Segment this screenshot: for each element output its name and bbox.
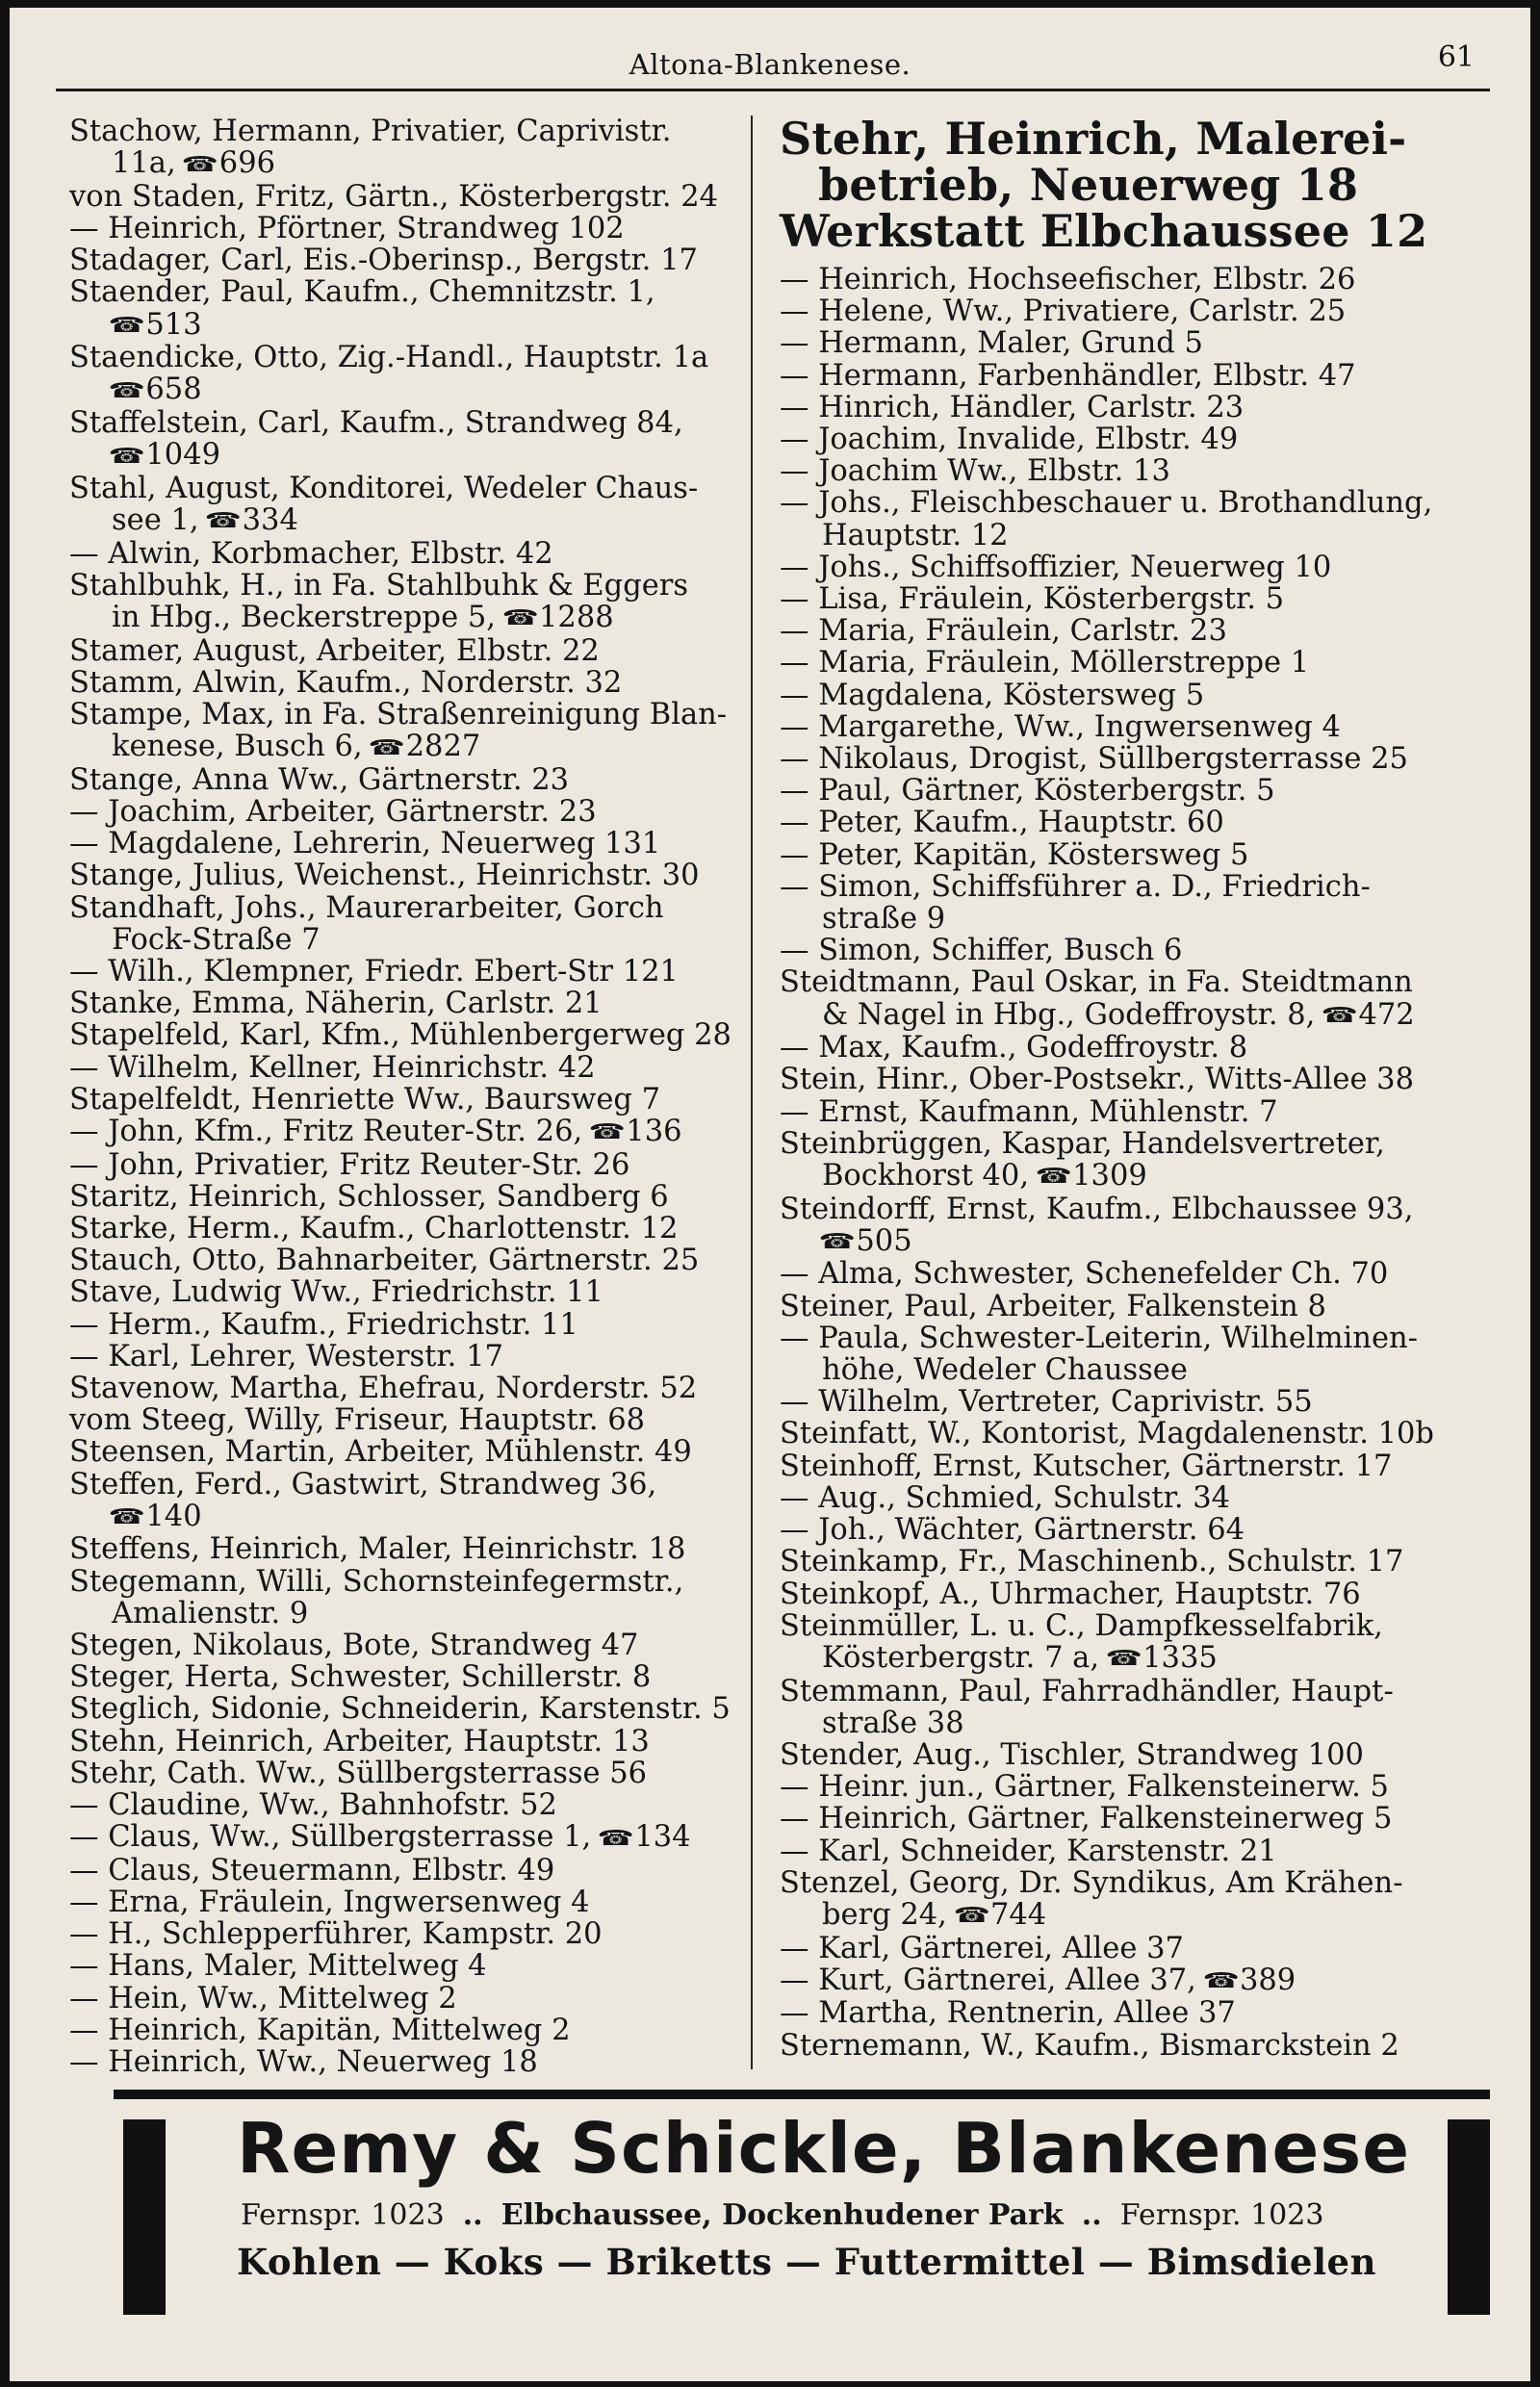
directory-entry [69,988,743,1019]
directory-entry [69,1116,743,1149]
directory-entry [780,360,1502,392]
directory-entry [69,407,743,473]
entry-text: — Heinrich, Gärtner, Falkensteinerweg 5 [780,1802,1393,1836]
directory-entry [780,264,1502,295]
directory-entry [69,1181,743,1213]
entry-continuation: in Hbg., Beckerstreppe 5, ☎1288 [112,601,614,634]
directory-entry [69,1084,743,1116]
entry-text: Steidtmann, Paul Oskar, in Fa. Steidtmann [780,965,1413,1000]
entry-text: — Johs., Fleischbeschauer u. Brothandlung, [780,486,1433,521]
directory-entry [780,775,1502,807]
entry-text: Starke, Herm., Kaufm., Charlottenstr. 12 [69,1212,679,1246]
directory-entry [780,1676,1502,1739]
entry-text: — Wilhelm, Kellner, Heinrichstr. 42 [69,1050,596,1085]
directory-entry [780,743,1502,775]
directory-entry [69,244,743,276]
entry-continuation: ☎513 [108,307,202,342]
entry-text: — Magdalena, Köstersweg 5 [780,678,1205,712]
directory-entry [69,1693,743,1725]
entry-continuation: Amalienstr. 9 [112,1596,309,1630]
directory-entry [780,1418,1502,1450]
entry-continuation: berg 24, ☎744 [822,1897,1047,1932]
directory-entry [780,1450,1502,1482]
left-column [69,116,743,2078]
phone-icon: ☎ [953,1904,990,1929]
directory-entry [69,1855,743,1886]
entry-text: — John, Privatier, Fritz Reuter-Str. 26 [69,1147,630,1182]
ad-contact-line [241,2198,1415,2232]
directory-entry [69,1918,743,1950]
directory-entry [780,1096,1502,1128]
directory-entry [780,1546,1502,1578]
directory-page [10,8,1530,2381]
entry-text: Staritz, Heinrich, Schlosser, Sandberg 6 [69,1179,669,1214]
phone-icon: ☎ [501,606,539,631]
directory-entry [780,1933,1502,1964]
entry-text: Steffens, Heinrich, Maler, Heinrichstr. 18 [69,1532,686,1567]
directory-entry [69,1149,743,1181]
entry-text: Stanke, Emma, Näherin, Carlstr. 21 [69,987,603,1021]
directory-entry [780,1835,1502,1867]
featured-line-1: Stehr, Heinrich, Malerei- [780,113,1407,165]
entry-text: Stapelfeld, Karl, Kfm., Mühlenbergerweg 28 [69,1018,732,1053]
entry-text: — Hermann, Maler, Grund 5 [780,326,1203,361]
entry-text: Stampe, Max, in Fa. Straßenreinigung Blan- [69,698,728,732]
entry-text: — Heinrich, Pförtner, Strandweg 102 [69,212,625,245]
directory-entry [69,699,743,764]
entry-continuation: ☎140 [108,1499,202,1533]
directory-entry [69,213,743,244]
entry-text: Stavenow, Martha, Ehefrau, Norderstr. 52 [69,1372,698,1406]
entry-text: — Hinrich, Händler, Carlstr. 23 [780,390,1245,424]
entry-text: — John, Kfm., Fritz Reuter-Str. 26, ☎136 [69,1115,682,1149]
entry-text: Stegen, Nikolaus, Bote, Strandweg 47 [69,1629,639,1663]
page-title: Altona-Blankenese. [629,48,911,81]
directory-entry [780,839,1502,871]
entry-text: Stender, Aug., Tischler, Strandweg 100 [780,1737,1364,1772]
entry-text: Staendicke, Otto, Zig.-Handl., Hauptstr. 1a [69,341,709,375]
directory-entry [69,1309,743,1341]
entry-text: Stemmann, Paul, Fahrradhändler, Haupt- [780,1674,1394,1708]
entry-text: — Magdalene, Lehrerin, Neuerweg 131 [69,827,661,861]
directory-entry [780,1194,1502,1259]
entry-text: Sternemann, W., Kaufm., Bismarckstein 2 [780,2028,1399,2063]
entry-continuation: kenese, Busch 6, ☎2827 [112,730,481,764]
entry-text: — Johs., Schiffsoffizier, Neuerweg 10 [780,550,1332,584]
entry-text: — Maria, Fräulein, Carlstr. 23 [780,614,1227,649]
entry-continuation: Fock-Straße 7 [112,922,321,957]
directory-entry [69,1630,743,1661]
directory-entry [780,935,1502,966]
entry-text: Steinbrüggen, Kaspar, Handelsvertreter, [780,1126,1385,1161]
directory-entry [69,956,743,988]
entry-text: — Maria, Fräulein, Möllerstreppe 1 [780,646,1310,680]
directory-entry [780,1128,1502,1194]
right-column [780,113,1502,2063]
directory-entry [780,1578,1502,1610]
entry-text: vom Steeg, Willy, Friseur, Hauptstr. 68 [69,1403,646,1438]
entry-text: Steglich, Sidonie, Schneiderin, Karstenstr. 5 [69,1692,731,1727]
column-separator [751,116,753,2069]
entry-text: — Heinrich, Kapitän, Mittelweg 2 [69,2013,571,2047]
entry-continuation: 11a, ☎696 [112,146,276,181]
entry-text: Stauch, Otto, Bahnarbeiter, Gärtnerstr. 25 [69,1244,700,1278]
directory-entry [69,1052,743,1084]
directory-entry [780,583,1502,615]
entry-text: Steger, Herta, Schwester, Schillerstr. 8 [69,1660,652,1695]
ad-company-name: Remy & Schickle, Blankenese [237,2108,1411,2189]
entry-text: — Helene, Ww., Privatiere, Carlstr. 25 [780,295,1347,329]
directory-entry [780,552,1502,583]
entry-text: — Paula, Schwester-Leiterin, Wilhelminen- [780,1321,1418,1355]
entry-text: — Martha, Rentnerin, Allee 37 [780,1996,1236,2031]
directory-entry [780,647,1502,679]
entry-text: — Hermann, Farbenhändler, Elbstr. 47 [780,358,1356,393]
entry-text: — Simon, Schiffsführer a. D., Friedrich- [780,869,1371,904]
directory-entry [69,116,743,181]
directory-entry [780,1032,1502,1064]
entry-text: — Margarethe, Ww., Ingwersenweg 4 [780,709,1341,744]
entry-continuation: Bockhorst 40, ☎1309 [822,1159,1147,1194]
entry-text: — Peter, Kaufm., Hauptstr. 60 [780,806,1224,840]
directory-entry [69,2046,743,2078]
directory-entry [780,327,1502,359]
entry-text: — Simon, Schiffer, Busch 6 [780,934,1183,968]
entry-continuation: straße 9 [822,902,946,937]
directory-entry [69,1341,743,1373]
directory-entry [69,342,743,407]
entry-text: Stegemann, Willi, Schornsteinfegermstr., [69,1564,684,1599]
entry-continuation: ☎658 [108,372,202,407]
entry-text: — H., Schlepperführer, Kampstr. 20 [69,1917,603,1952]
directory-entry [69,1373,743,1404]
entry-text: — Max, Kaufm., Godeffroystr. 8 [780,1031,1248,1065]
directory-entry [69,1950,743,1982]
directory-entry [780,2030,1502,2062]
ad-products: Kohlen — Koks — Briketts — Futtermittel — Bimsdielen [237,2241,1376,2283]
entry-text: — Joachim, Arbeiter, Gärtnerstr. 23 [69,795,597,829]
phone-icon: ☎ [1202,1969,1240,1994]
entry-text: Steffen, Ferd., Gastwirt, Strandweg 36, [69,1467,657,1502]
directory-entry [69,1726,743,1758]
directory-entry [69,1245,743,1276]
directory-entry [780,711,1502,743]
entry-text: — Erna, Fräulein, Ingwersenweg 4 [69,1886,590,1920]
entry-text: — Hein, Ww., Mittelweg 2 [69,1981,457,2015]
directory-entry [780,1997,1502,2029]
phone-icon: ☎ [181,152,219,177]
ad-separator-2: .. [1081,2198,1102,2232]
directory-entry [69,1789,743,1821]
directory-entry [69,1213,743,1245]
ad-address: Elbchaussee, Dockenhudener Park [500,2198,1064,2232]
directory-entry [780,1482,1502,1514]
directory-entry [780,1064,1502,1095]
directory-entry [780,1610,1502,1676]
directory-entry [69,276,743,342]
phone-icon: ☎ [1035,1165,1072,1190]
entry-text: Stein, Hinr., Ober-Postsekr., Witts-Allee 38 [780,1063,1414,1097]
entry-text: — Joh., Wächter, Gärtnerstr. 64 [780,1513,1245,1548]
directory-entry [69,635,743,667]
phone-icon: ☎ [818,1230,856,1255]
entry-text: Steinmüller, L. u. C., Dampfkesselfabrik, [780,1608,1383,1643]
directory-entry [780,966,1502,1032]
directory-entry [780,455,1502,487]
directory-entry [780,392,1502,424]
directory-entry [69,2015,743,2046]
featured-line-3: Werkstatt Elbchaussee 12 [780,205,1428,257]
entry-continuation: see 1, ☎334 [112,503,298,537]
directory-entry [780,871,1502,935]
entry-text: — Hans, Maler, Mittelweg 4 [69,1949,487,1984]
entry-text: — Wilh., Klempner, Friedr. Ebert-Str 121 [69,955,679,989]
directory-entry [69,473,743,538]
entry-text: — Claudine, Ww., Bahnhofstr. 52 [69,1788,557,1823]
directory-entry [69,181,743,213]
entry-text: — Nikolaus, Drogist, Süllbergsterrasse 25 [780,742,1408,777]
right-entry-list [780,264,1502,2062]
directory-entry [69,1758,743,1789]
directory-entry [69,538,743,570]
entry-text: Staender, Paul, Kaufm., Chemnitzstr. 1, [69,275,655,310]
phone-icon: ☎ [108,378,145,403]
footer-rule [114,2090,1490,2099]
entry-text: von Staden, Fritz, Gärtn., Kösterbergstr. 24 [69,179,719,214]
header-rule [56,89,1490,91]
directory-entry [69,1436,743,1468]
entry-text: — Joachim Ww., Elbstr. 13 [780,454,1170,489]
directory-entry [69,1276,743,1308]
entry-text: — Karl, Schneider, Karstenstr. 21 [780,1834,1277,1868]
ad-phone-right: Fernspr. 1023 [1119,2198,1324,2232]
entry-text: Stange, Anna Ww., Gärtnerstr. 23 [69,762,570,797]
entry-continuation: Kösterbergstr. 7 a, ☎1335 [822,1640,1218,1675]
phone-icon: ☎ [368,735,406,760]
entry-text: Steindorff, Ernst, Kaufm., Elbchaussee 93, [780,1192,1414,1226]
directory-entry [780,1258,1502,1290]
page-number: 61 [1437,40,1475,74]
directory-entry [69,1886,743,1918]
phone-icon: ☎ [108,314,145,338]
entry-text: Steinhoff, Ernst, Kutscher, Gärtnerstr. 17 [780,1449,1393,1483]
featured-entry [780,113,1502,257]
directory-entry [69,796,743,828]
phone-icon: ☎ [1321,1004,1358,1029]
entry-text: — Herm., Kaufm., Friedrichstr. 11 [69,1307,578,1342]
directory-entry [69,1469,743,1534]
featured-line-2: betrieb, Neuerweg 18 [818,159,1359,211]
entry-text: — Alma, Schwester, Schenefelder Ch. 70 [780,1257,1389,1292]
entry-text: Stave, Ludwig Ww., Friedrichstr. 11 [69,1275,603,1310]
directory-entry [69,1533,743,1565]
entry-text: Stehr, Cath. Ww., Süllbergsterrasse 56 [69,1756,648,1790]
entry-text: — Heinrich, Ww., Neuerweg 18 [69,2045,538,2080]
ad-phone-left: Fernspr. 1023 [241,2198,445,2232]
phone-icon: ☎ [108,1505,145,1530]
advertisement [114,2108,1490,2315]
entry-text: Stahl, August, Konditorei, Wedeler Chaus- [69,471,699,505]
ad-separator-1: .. [462,2198,483,2232]
directory-entry [69,1661,743,1693]
directory-entry [69,828,743,860]
entry-text: — Peter, Kapitän, Köstersweg 5 [780,837,1249,872]
directory-entry [69,764,743,796]
entry-text: Staffelstein, Carl, Kaufm., Strandweg 84, [69,406,683,440]
entry-text: — Karl, Gärtnerei, Allee 37 [780,1931,1184,1965]
directory-entry [69,570,743,635]
entry-text: — Lisa, Fräulein, Kösterbergstr. 5 [780,582,1285,617]
directory-entry [69,892,743,956]
directory-entry [780,615,1502,647]
directory-entry [69,1019,743,1051]
directory-entry [780,1964,1502,1998]
directory-entry [780,1291,1502,1322]
entry-text: — Joachim, Invalide, Elbstr. 49 [780,423,1239,457]
ad-left-bar [123,2119,166,2315]
phone-icon: ☎ [588,1120,626,1145]
entry-text: — Heinr. jun., Gärtner, Falkensteinerw. 5 [780,1770,1389,1805]
entry-continuation: ☎505 [818,1223,912,1258]
entry-text: Steensen, Martin, Arbeiter, Mühlenstr. 49 [69,1435,692,1470]
directory-entry [69,860,743,891]
page-header [10,8,1530,85]
phone-icon: ☎ [597,1826,634,1851]
directory-entry [780,295,1502,327]
entry-continuation: ☎1049 [108,438,221,473]
directory-entry [69,1566,743,1630]
entry-text: Steinkopf, A., Uhrmacher, Hauptstr. 76 [780,1577,1361,1611]
entry-continuation: straße 38 [822,1706,964,1740]
directory-entry [780,680,1502,711]
directory-entry [780,807,1502,838]
phone-icon: ☎ [1105,1647,1142,1672]
directory-entry [69,1404,743,1436]
entry-text: — Claus, Steuermann, Elbstr. 49 [69,1853,555,1887]
directory-entry [69,667,743,699]
directory-entry [780,1514,1502,1546]
entry-text: Stachow, Hermann, Privatier, Caprivistr. [69,115,672,148]
entry-continuation: & Nagel in Hbg., Godeffroystr. 8, ☎472 [822,997,1415,1032]
entry-continuation: höhe, Wedeler Chaussee [822,1353,1188,1388]
entry-text: Stahlbuhk, H., in Fa. Stahlbuhk & Eggers [69,568,689,603]
entry-text: Stenzel, Georg, Dr. Syndikus, Am Krähen- [780,1865,1403,1900]
entry-text: Stamer, August, Arbeiter, Elbstr. 22 [69,633,600,668]
directory-entry [780,1739,1502,1771]
phone-icon: ☎ [204,509,243,534]
entry-text: — Ernst, Kaufmann, Mühlenstr. 7 [780,1094,1278,1129]
entry-text: — Karl, Lehrer, Westerstr. 17 [69,1339,503,1373]
directory-entry [780,1771,1502,1803]
entry-text: Stehn, Heinrich, Arbeiter, Hauptstr. 13 [69,1724,650,1758]
directory-entry [780,1867,1502,1933]
entry-text: — Aug., Schmied, Schulstr. 34 [780,1480,1231,1515]
phone-icon: ☎ [108,444,145,469]
entry-text: — Wilhelm, Vertreter, Caprivistr. 55 [780,1385,1313,1420]
entry-text: Stange, Julius, Weichenst., Heinrichstr. 30 [69,859,700,893]
entry-continuation: Hauptstr. 12 [822,518,1009,552]
entry-text: — Claus, Ww., Süllbergsterrasse 1, ☎134 [69,1820,691,1855]
entry-text: — Alwin, Korbmacher, Elbstr. 42 [69,536,553,571]
directory-entry [780,1803,1502,1835]
directory-entry [780,1386,1502,1418]
entry-text: Standhaft, Johs., Maurerarbeiter, Gorch [69,890,664,925]
directory-entry [69,1983,743,2015]
directory-entry [780,1322,1502,1386]
entry-text: Stamm, Alwin, Kaufm., Norderstr. 32 [69,665,623,700]
entry-text: — Kurt, Gärtnerei, Allee 37, ☎389 [780,1963,1296,1997]
entry-text: Steinfatt, W., Kontorist, Magdalenenstr. 10b [780,1417,1434,1451]
directory-entry [780,487,1502,551]
entry-text: — Heinrich, Hochseefischer, Elbstr. 26 [780,263,1356,296]
entry-text: Stadager, Carl, Eis.-Oberinsp., Bergstr. 17 [69,244,698,278]
ad-right-bar [1448,2119,1490,2315]
directory-entry [780,424,1502,455]
entry-text: Steinkamp, Fr., Maschinenb., Schulstr. 17 [780,1545,1404,1579]
directory-entry [69,1821,743,1855]
entry-text: Steiner, Paul, Arbeiter, Falkenstein 8 [780,1289,1326,1323]
entry-text: Stapelfeldt, Henriette Ww., Baursweg 7 [69,1082,661,1116]
entry-text: — Paul, Gärtner, Kösterbergstr. 5 [780,774,1275,808]
